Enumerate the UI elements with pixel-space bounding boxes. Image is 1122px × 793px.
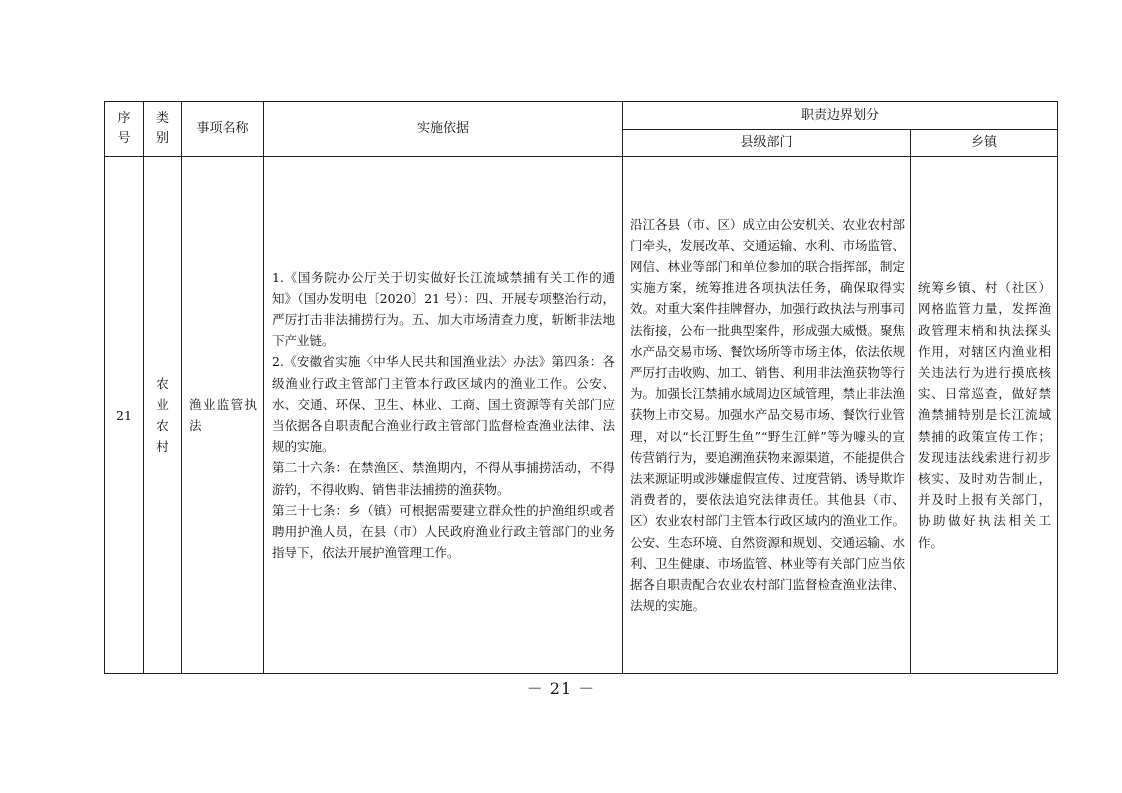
page-number: － 21 － <box>526 679 596 698</box>
header-seq: 序号 <box>105 102 144 157</box>
responsibility-table <box>104 101 1058 674</box>
document-page <box>104 101 1058 674</box>
header-category: 类别 <box>144 102 182 157</box>
header-county: 县级部门 <box>623 130 911 157</box>
township-duty-cell: 统筹乡镇、村（社区）网格监管力量，发挥渔政管理末梢和执法探头作用，对辖区内渔业相关违法行为进行摸底核实、日常巡查，做好禁渔禁捕特别是长江流域禁捕的政策宣传工作；发现违法线索进行初步核实、及时劝告制止，并及时上报有关部门，协助做好执法相关工作。 <box>911 157 1058 674</box>
header-responsibility: 职责边界划分 <box>623 102 1058 130</box>
item-name-cell: 渔业监管执法 <box>182 157 264 674</box>
basis-paragraph: 第三十七条：乡（镇）可根据需要建立群众性的护渔组织或者聘用护渔人员，在县（市）人民政府渔业行政主管部门的业务指导下，依法开展护渔管理工作。 <box>272 502 615 561</box>
header-basis: 实施依据 <box>264 102 623 157</box>
basis-paragraph: 第二十六条：在禁渔区、禁渔期内，不得从事捕捞活动，不得游钓，不得收购、销售非法捕捞的渔获物。 <box>272 460 615 497</box>
header-township: 乡镇 <box>911 130 1058 157</box>
basis-cell <box>264 157 623 674</box>
county-duty-cell: 沿江各县（市、区）成立由公安机关、农业农村部门牵头，发展改革、交通运输、水利、市场监管、网信、林业等部门和单位参加的联合指挥部，制定实施方案，统筹推进各项执法任务，确保取得实效。对重大案件挂牌督办，加强行政执法与刑事司法衔接，公布一批典型案件，形成强大威慑。聚焦水产品交易市场、餐饮场所等市场主体，依法依规严厉打击收购、加工、销售、利用非法渔获物等行为。加强长江禁捕水域周边区域管理，禁止非法渔获物上市交易。加强水产品交易市场、餐饮行业管理，对以“长江野生鱼”“野生江鲜”等为噱头的宣传营销行为，要追溯渔获物来源渠道，不能提供合法来源证明或涉嫌虚假宣传、过度营销、诱导欺诈消费者的，要依法追究法律责任。其他县（市、区）农业农村部门主管本行政区域内的渔业工作。公安、生态环境、自然资源和规划、交通运输、水利、卫生健康、市场监管、林业等有关部门应当依据各自职责配合农业农村部门监督检查渔业法律、法规的实施。 <box>623 157 911 674</box>
seq-cell: 21 <box>105 157 144 674</box>
basis-paragraph: 1.《国务院办公厅关于切实做好长江流域禁捕有关工作的通知》（国办发明电〔2020〕21 号）：四、开展专项整治行动，严厉打击非法捕捞行为。五、加大市场清查力度，斩断非法地下产业链。 <box>272 269 615 349</box>
category-cell: 农业农村 <box>144 157 182 674</box>
table-row <box>105 157 1058 674</box>
header-item-name: 事项名称 <box>182 102 264 157</box>
basis-paragraph: 2.《安徽省实施〈中华人民共和国渔业法〉办法》第四条：各级渔业行政主管部门主管本行政区域内的渔业工作。公安、水、交通、环保、卫生、林业、工商、国土资源等有关部门应当依据各自职责配合渔业行政主管部门监督检查渔业法律、法规的实施。 <box>272 354 615 455</box>
